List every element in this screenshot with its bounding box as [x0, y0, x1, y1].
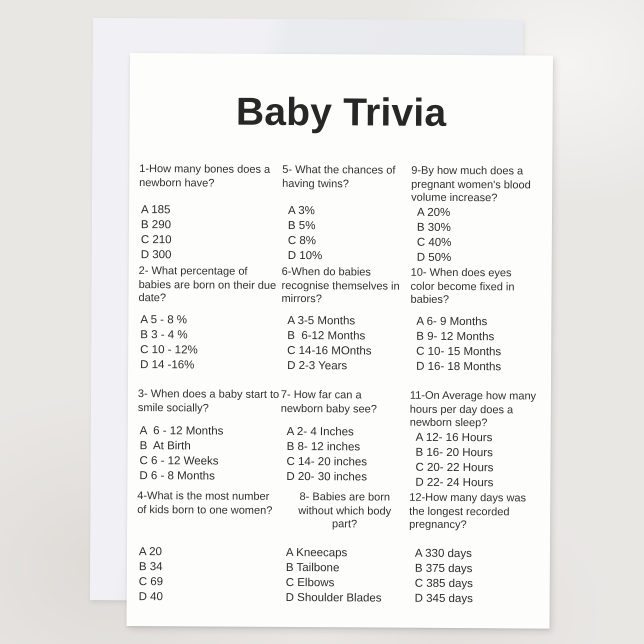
answer-option: C 10- 15 Months — [416, 345, 502, 359]
question-block-12 — [408, 492, 546, 629]
question-block-9 — [411, 165, 549, 268]
question-text: 8- Babies are born without which body part? — [298, 491, 392, 531]
questions-grid — [126, 163, 552, 629]
answer-option: A 330 days — [414, 547, 472, 561]
answer-option: D Shoulder Blades — [285, 591, 382, 605]
question-block-11 — [409, 390, 547, 493]
answer-option: B 6-12 Months — [287, 329, 366, 343]
answer-option: A Kneecaps — [285, 546, 348, 560]
question-text: 1-How many bones does a newborn have? — [139, 163, 271, 190]
answer-option: D 2-3 Years — [287, 359, 348, 373]
answer-option: C 40% — [416, 236, 452, 249]
answer-option: D 16- 18 Months — [416, 360, 502, 374]
answer-option: C Elbows — [285, 576, 335, 590]
answer-option: B 375 days — [414, 562, 473, 576]
question-block-7 — [280, 389, 410, 492]
column-1 — [136, 163, 282, 627]
answer-option: C 6 - 12 Weeks — [139, 455, 219, 468]
question-text: 7- How far can a newborn baby see? — [280, 388, 377, 416]
column-2 — [279, 164, 411, 628]
answer-option: D 22- 24 Hours — [415, 476, 494, 489]
card-title: Baby Trivia — [235, 90, 447, 135]
answer-option: D 345 days — [414, 592, 473, 606]
answer-option: B 290 — [140, 219, 172, 232]
answer-option: A 185 — [141, 204, 171, 217]
trivia-card — [126, 53, 552, 629]
answer-option: D 40 — [138, 591, 164, 604]
answer-option: A 6- 9 Months — [416, 315, 488, 329]
answer-option: D 50% — [416, 251, 452, 264]
question-block-10 — [410, 267, 548, 391]
answer-option: C 10 - 12% — [140, 344, 198, 357]
question-block-6 — [281, 266, 411, 390]
answer-option: C 385 days — [414, 577, 473, 591]
answer-option: A 5 - 8 % — [140, 314, 188, 327]
answer-option: C 20- 22 Hours — [415, 461, 494, 474]
answer-option: C 14-16 MOnths — [287, 344, 372, 358]
answer-option: D 20- 30 inches — [286, 470, 367, 484]
answer-option: B 30% — [416, 221, 451, 234]
question-text: 9-By how much does a pregnant women's blood volume increase? — [411, 164, 531, 205]
answer-option: A 3-5 Months — [287, 314, 356, 328]
question-block-4 — [136, 490, 280, 627]
answer-option: B 5% — [287, 219, 316, 233]
answer-option: B Tailbone — [285, 561, 340, 575]
answer-option: B 3 - 4 % — [140, 329, 188, 342]
answer-option: B 16- 20 Hours — [415, 446, 493, 459]
question-block-8 — [279, 491, 409, 628]
question-text: 4-What is the most number of kids born to one women? — [137, 490, 273, 517]
answer-option: A 20 — [138, 546, 163, 559]
answer-option: B At Birth — [139, 440, 191, 453]
question-block-3 — [137, 388, 281, 491]
question-block-5 — [282, 164, 412, 267]
answer-option: D 6 - 8 Months — [139, 470, 215, 483]
answer-option: D 10% — [287, 249, 323, 263]
question-text: 11-On Average how many hours per day does a newborn sleep? — [409, 389, 537, 430]
answer-option: D 300 — [140, 249, 172, 262]
column-3 — [408, 165, 548, 629]
answer-option: A 12- 16 Hours — [415, 431, 493, 444]
question-text: 3- When does a baby start to smile socially? — [137, 388, 280, 414]
answer-option: C 14- 20 inches — [286, 455, 368, 469]
answer-option: D 14 -16% — [140, 359, 195, 372]
question-text: 10- When does eyes color become fixed in babies? — [410, 266, 515, 306]
question-text: 12-How many days was the longest recorded pregnancy? — [409, 491, 527, 532]
question-text: 5- What the chances of having twins? — [282, 163, 396, 190]
question-block-2 — [138, 265, 282, 389]
question-text: 6-When do babies recognise themselves in mirrors? — [281, 265, 400, 306]
answer-option: A 3% — [288, 204, 315, 218]
answer-option: A 6 - 12 Months — [139, 425, 224, 438]
answer-option: B 34 — [138, 561, 163, 574]
answer-option: A 20% — [416, 206, 451, 219]
answer-option: C 69 — [138, 576, 164, 589]
answer-option: A 2- 4 Inches — [286, 425, 354, 439]
question-block-1 — [139, 163, 283, 266]
answer-option: B 9- 12 Months — [416, 330, 495, 344]
answer-option: B 8- 12 inches — [286, 440, 361, 454]
question-text: 2- What percentage of babies are born on their due date? — [138, 265, 277, 305]
answer-option: C 8% — [287, 234, 317, 248]
answer-option: C 210 — [140, 234, 172, 247]
